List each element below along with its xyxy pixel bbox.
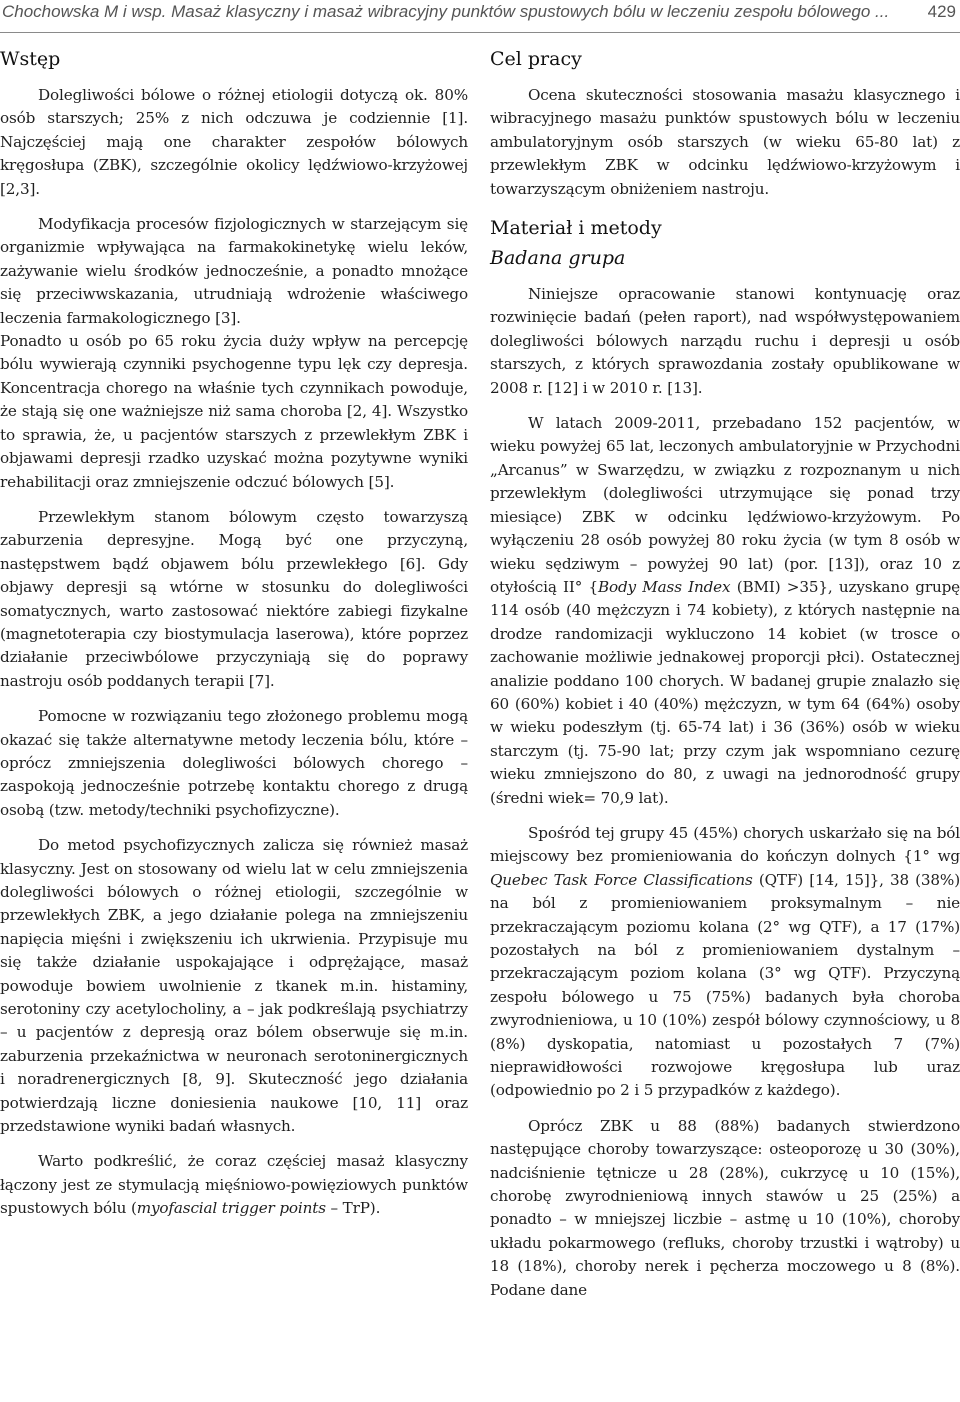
intro-paragraph-6: Do metod psychofizycznych zalicza się również masaż klasyczny. Jest on stosowany od wielu lat w celu zmniejszenia dolegliwości bólowych o różnej etiologii, szczególnie w przewlekłych ZBK, a jego działanie polega na zmniejszeniu napięcia mięśni i zwiększeniu ich ukrwienia. Przypisuje mu się także działanie uspokajające i odprężające, masaż powoduje bowiem uwolnienie z tkanek m.in. histaminy, serotoniny czy acetylocholiny, a – jak podkreślają psychiatrzy – u pacjentów z depresją oraz bólem obserwuje się m.in. zaburzenia przekaźnictwa w neuronach serotoninergicznych i noradrenergicznych [8, 9]. Skuteczność jego działania potwierdzają liczne doniesienia naukowe [10, 11] oraz przedstawione wyniki badań własnych. (0, 836, 468, 1136)
intro-paragraph-4: Przewlekłym stanom bólowym często towarzyszą zaburzenia depresyjne. Mogą być one przyczyną, następstwem bądź objawem bólu przewlekłego [6]. Gdy objawy depresji są wtórne w stosunku do dolegliwości somatycznych, warto zastosować niektóre zabiegi fizykalne (magnetoterapia czy biostymulacja laserowa), które poprzez działanie przeciwbólowe przyczyniają się do poprawy nastroju osób poddanych terapii [7]. (0, 507, 468, 690)
running-header (0, 0, 960, 26)
running-title: Chochowska M i wsp. Masaż klasyczny i masaż wibracyjny punktów spustowych bólu w leczeniu zespołu bólowego ... (2, 2, 890, 21)
text-run: W latach 2009-2011, przebadano 152 pacjentów, w wieku powyżej 65 lat, leczonych ambulatoryjnie w Przychodni „Arcanus” w Swarzędzu, w związku z rozpoznanym u nich przewlekłym (dolegliwości utrzymujące się ponad trzy miesiące) ZBK w odcinku lędźwiowo-krzyżowym. Po wyłączeniu 28 osób powyżej 80 roku życia (w tym 8 osób w wieku sędziwym – powyżej 90 lat) (por. [13]), oraz 10 z otyłością II° { (490, 414, 960, 596)
methods-paragraph-4: Oprócz ZBK u 88 (88%) badanych stwierdzono następujące choroby towarzyszące: osteoporozę u 30 (30%), nadciśnienie tętnicze u 28 (28%), cukrzycę u 10 (15%), chorobę zwyrodnieniową innych stawów u 25 (25%) a ponadto – w mniejszej liczbie – astmę u 10 (10%), choroby układu pokarmowego (refluks, choroby trzustki i wątroby) u 18 (18%), choroby nerek i pęcherza moczowego u 8 (8%). Podane dane (490, 1116, 960, 1299)
text-run: (QTF) [14, 15]}, 38 (38%) na ból z promieniowaniem proksymalnym – nie przekraczającym poziomu kolana (2° wg QTF), a 17 (17%) pozostałych na ból z promieniowaniem dystalnym – przekraczającym poziom kolana (3° wg QTF). Przyczyną zespołu bólowego u 75 (75%) badanych była choroba zwyrodnieniowa, u 10 (10%) zespół bólowy czynnościowy, u 8 (8%) dyskopatia, natomiast u pozostałych 7 (7%) nieprawidłowości rozwojowe kręgosłupa lub uraz (odpowiednio po 2 i 5 przypadków z każdego). (490, 870, 960, 1100)
page-number: 429 (927, 2, 956, 21)
subheading-study-group: Badana grupa (490, 247, 626, 270)
methods-paragraph-3 (490, 822, 960, 1103)
section-heading-aim: Cel pracy (490, 48, 582, 70)
text-run: Spośród tej grupy 45 (45%) chorych uskarżało się na ból miejscowy bez promieniowania do kończyn dolnych {1° wg (490, 823, 960, 866)
methods-paragraph-1: Niniejsze opracowanie stanowi kontynuację oraz rozwinięcie badań (pełen raport), nad współwystępowaniem dolegliwości bólowych narządu ruchu i depresji u osób starszych, z których sprawozdania zostały opublikowane w 2008 r. [12] i w 2010 r. [13]. (490, 285, 960, 397)
left-column (0, 44, 468, 1221)
aim-paragraph: Ocena skuteczności stosowania masażu klasycznego i wibracyjnego masażu punktów spustowych bólu w leczeniu ambulatoryjnym osób starszych (w wieku 65-80 lat) z przewlekłym ZBK w odcinku lędźwiowo-krzyżowym i towarzyszącym obniżeniem nastroju. (490, 86, 960, 198)
intro-paragraph-1: Dolegliwości bólowe o różnej etiologii dotyczą ok. 80% osób starszych; 25% z nich odczuwa je codziennie [1]. Najczęściej mają one charakter zespołów bólowych kręgosłupa (ZBK), szczególnie okolicy lędźwiowo-krzyżowej [2,3]. (0, 86, 468, 198)
section-heading-methods: Materiał i metody (490, 217, 662, 240)
intro-paragraph-3: Ponadto u osób po 65 roku życia duży wpływ na percepcję bólu wywierają czynniki psychogenne typu lęk czy depresja. Koncentracja chorego na właśnie tych czynnikach powoduje, że stają się one ważniejsze niż sama choroba [2, 4]. Wszystko to sprawia, że, u pacjentów starszych z przewlekłym ZBK i objawami depresji rzadko uzyskać można pozytywne wyniki rehabilitacji oraz zmniejszenie odczuć bólowych [5]. (0, 332, 468, 491)
italic-term: Body Mass Index (597, 577, 731, 596)
right-column (490, 44, 960, 1302)
italic-term: myofascial trigger points (136, 1199, 326, 1218)
intro-paragraph-7 (0, 1150, 468, 1220)
text-run: – TrP). (325, 1199, 381, 1218)
intro-paragraph-5: Pomocne w rozwiązaniu tego złożonego problemu mogą okazać się także alternatywne metody leczenia bólu, które – oprócz zmniejszenia dolegliwości bólowych chorego – zaspokoją jednocześnie potrzebę kontaktu chorego z drugą osobą (tzw. metody/techniki psychofizyczne). (0, 707, 468, 819)
methods-paragraph-2 (490, 412, 960, 810)
section-heading-introduction: Wstęp (0, 48, 61, 70)
italic-term: Quebec Task Force Classifications (490, 870, 753, 889)
header-rule (0, 32, 960, 33)
text-run: Warto podkreślić, że coraz częściej masaż klasyczny łączony jest ze stymulacją mięśniowo-powięziowych punktów spustowych bólu ( (0, 1152, 468, 1218)
intro-paragraph-2: Modyfikacja procesów fizjologicznych w starzejącym się organizmie wpływająca na farmakokinetykę wielu leków, zażywanie wielu środków jednocześnie, a ponadto mnożące się przeciwwskazania, utrudniają wdrożenie właściwego leczenia farmakologicznego [3]. (0, 215, 468, 327)
text-run: (BMI) >35}, uzyskano grupę 114 osób (40 mężczyzn i 74 kobiety), z których następnie na drodze randomizacji wykluczono 14 kobiet (w trosce o zachowanie możliwie jednakowej proporcji płci). Ostatecznej analizie poddano 100 chorych. W badanej grupie znalazło się 60 (60%) kobiet i 40 (40%) mężczyzn, w tym 64 (64%) osoby w wieku podeszłym (tj. 65-74 lat) i 36 (36%) osób w wieku starczym (tj. 75-90 lat; przy czym jak wspomniano cezurę wieku zmniejszono do 80, z uwagi na jednorodność grupy (średni wiek= 70,9 lat). (490, 577, 960, 807)
